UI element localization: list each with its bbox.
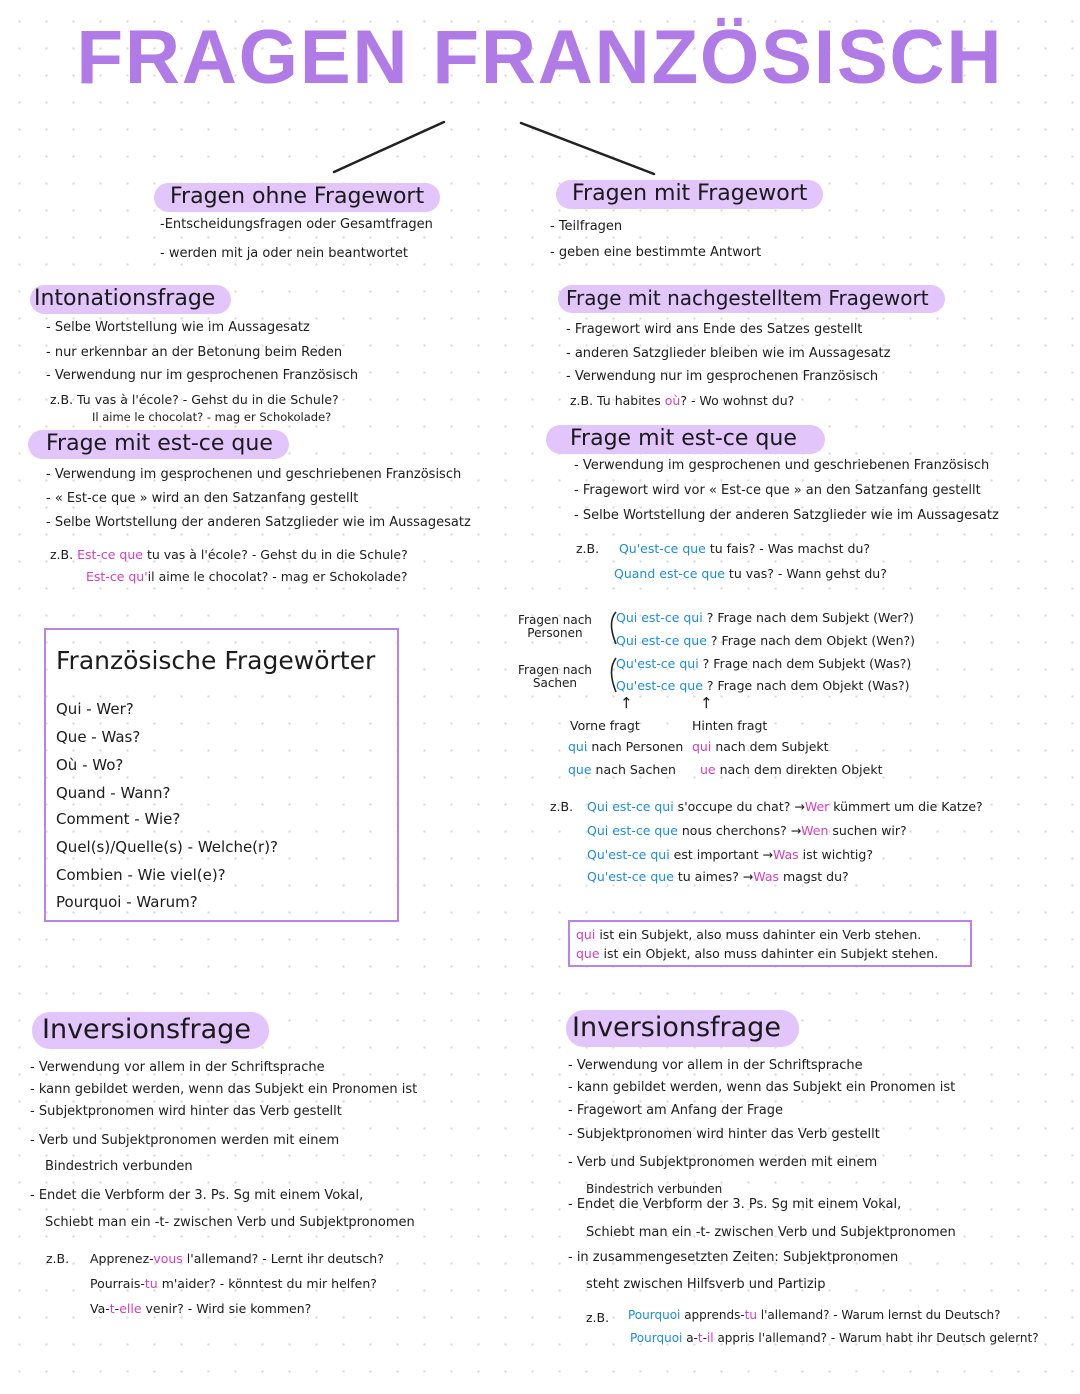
text-line: - Subjektpronomen wird hinter das Verb gestellt	[30, 1104, 342, 1119]
text-line: - Fragewort am Anfang der Frage	[568, 1103, 783, 1118]
text-line: - kann gebildet werden, wenn das Subjekt ein Pronomen ist	[30, 1082, 418, 1097]
example-line: z.B. Est-ce que tu vas à l'école? - Gehst du in die Schule?	[50, 547, 408, 562]
text-line: - Endet die Verbform der 3. Ps. Sg mit einem Vokal,	[30, 1188, 364, 1203]
text-line: Schiebt man ein -t- zwischen Verb und Subjektpronomen	[586, 1225, 956, 1240]
example-line: Pourquoi apprends-tu l'allemand? - Warum lernst du Deutsch?	[628, 1308, 1001, 1322]
fragewort-item: Quand - Wann?	[56, 784, 171, 802]
table-row: Qu'est-ce qui ? Frage nach dem Subjekt (Was?)	[616, 656, 912, 671]
text-line: - Selbe Wortstellung der anderen Satzglieder wie im Aussagesatz	[574, 508, 999, 523]
text-line: - « Est-ce que » wird an den Satzanfang gestellt	[46, 491, 359, 506]
vorne-line: que nach Sachen	[568, 762, 676, 777]
text-line: - Fragewort wird vor « Est-ce que » an den Satzanfang gestellt	[574, 483, 981, 498]
text-line: - in zusammengesetzten Zeiten: Subjektpronomen	[568, 1250, 899, 1265]
example-line: Est-ce qu'il aime le chocolat? - mag er Schokolade?	[86, 569, 408, 584]
example-line: Qui est-ce que nous cherchons? →Wen suchen wir?	[587, 823, 907, 838]
heading-estceque-left: Frage mit est-ce que	[28, 430, 289, 459]
hinten-line: qui nach dem Subjekt	[692, 739, 829, 754]
note-line: que ist ein Objekt, also muss dahinter ein Subjekt stehen.	[576, 946, 939, 962]
example-label: z.B.	[586, 1310, 610, 1325]
hinten-line: ue nach dem direkten Objekt	[700, 762, 883, 777]
example-line: Apprenez-vous l'allemand? - Lernt ihr deutsch?	[90, 1251, 384, 1266]
text-line: -Entscheidungsfragen oder Gesamtfragen	[160, 217, 433, 232]
text-line: - Subjektpronomen wird hinter das Verb gestellt	[568, 1127, 880, 1142]
text-line: - Verb und Subjektpronomen werden mit einem	[568, 1155, 878, 1170]
example-line: Qu'est-ce qui est important →Was ist wichtig?	[587, 847, 873, 862]
text-line: - geben eine bestimmte Antwort	[550, 245, 762, 260]
text-line: - nur erkennbar an der Betonung beim Reden	[46, 345, 343, 360]
heading-inversion-left: Inversionsfrage	[32, 1012, 269, 1049]
heading-ohne-fragewort: Fragen ohne Fragewort	[154, 183, 440, 212]
text-line: - Verwendung im gesprochenen und geschriebenen Französisch	[46, 467, 462, 482]
page-title: FRAGEN FRANZÖSISCH	[76, 15, 1004, 100]
label-sachen: Fragen nach Sachen	[518, 663, 592, 691]
text-line: - Verwendung nur im gesprochenen Französisch	[46, 368, 359, 383]
arrow-up-icon: ↑	[700, 694, 713, 712]
fragewort-item: Combien - Wie viel(e)?	[56, 866, 226, 884]
example-label: z.B.	[46, 1251, 70, 1266]
fragewort-item: Pourquoi - Warum?	[56, 893, 198, 911]
text-line: steht zwischen Hilfsverb und Partizip	[586, 1277, 826, 1292]
example-line: z.B. Tu vas à l'école? - Gehst du in die Schule?	[50, 392, 339, 407]
text-line: - Verwendung vor allem in der Schriftsprache	[568, 1058, 863, 1073]
vorne-fragt: Vorne fragt	[570, 718, 640, 733]
text-line: - kann gebildet werden, wenn das Subjekt ein Pronomen ist	[568, 1080, 956, 1095]
table-row: Qui est-ce qui ? Frage nach dem Subjekt (Wer?)	[616, 610, 915, 625]
example-line: Il aime le chocolat? - mag er Schokolade?	[92, 410, 332, 424]
heading-mit-fragewort: Fragen mit Fragewort	[556, 180, 823, 209]
heading-estceque-right: Frage mit est-ce que	[546, 425, 825, 454]
example-line: Pourrais-tu m'aider? - könntest du mir helfen?	[90, 1276, 377, 1291]
text-line: - Verwendung im gesprochenen und geschriebenen Französisch	[574, 458, 990, 473]
text-line: - Selbe Wortstellung der anderen Satzglieder wie im Aussagesatz	[46, 515, 471, 530]
label-personen: Fragen nach Personen	[518, 613, 592, 641]
table-row: Qu'est-ce que ? Frage nach dem Objekt (Was?)	[616, 678, 910, 693]
text-line: Schiebt man ein -t- zwischen Verb und Subjektpronomen	[45, 1215, 415, 1230]
example-line: Qui est-ce qui s'occupe du chat? →Wer kümmert um die Katze?	[587, 799, 983, 814]
example-line: Quand est-ce que tu vas? - Wann gehst du?	[614, 566, 887, 581]
example-line: Va-t-elle venir? - Wird sie kommen?	[90, 1301, 312, 1316]
arrow-up-icon: ↑	[620, 694, 633, 712]
text-line: - Selbe Wortstellung wie im Aussagesatz	[46, 320, 310, 335]
fragewoerter-box	[44, 628, 399, 922]
example-label: z.B.	[550, 799, 574, 814]
fragewort-item: Quel(s)/Quelle(s) - Welche(r)?	[56, 838, 279, 856]
vorne-line: qui nach Personen	[568, 739, 684, 754]
fragewort-item: Où - Wo?	[56, 756, 124, 774]
text-line: - Endet die Verbform der 3. Ps. Sg mit einem Vokal,	[568, 1197, 902, 1212]
example-line: z.B. Qu'est-ce que tu fais? - Was machst du?	[576, 541, 870, 556]
text-line: - Verwendung nur im gesprochenen Französisch	[566, 369, 879, 384]
example-line: Pourquoi a-t-il appris l'allemand? - Warum habt ihr Deutsch gelernt?	[630, 1331, 1039, 1345]
fragewort-item: Que - Was?	[56, 728, 141, 746]
heading-nachgestellt: Frage mit nachgestelltem Fragewort	[558, 285, 945, 313]
text-line: - Verwendung vor allem in der Schriftsprache	[30, 1060, 325, 1075]
text-line: Bindestrich verbunden	[586, 1182, 723, 1196]
text-line: Bindestrich verbunden	[45, 1159, 193, 1174]
note-line: qui ist ein Subjekt, also muss dahinter ein Verb stehen.	[576, 927, 922, 942]
note-box	[568, 920, 972, 967]
example-line: Qu'est-ce que tu aimes? →Was magst du?	[587, 869, 849, 884]
text-line: - Teilfragen	[550, 219, 623, 234]
fragewoerter-heading: Französische Fragewörter	[56, 646, 376, 675]
heading-intonationsfrage: Intonationsfrage	[30, 285, 231, 314]
text-line: - anderen Satzglieder bleiben wie im Aussagesatz	[566, 346, 891, 361]
branch-lines	[0, 0, 1080, 200]
fragewort-item: Qui - Wer?	[56, 700, 134, 718]
text-line: - werden mit ja oder nein beantwortet	[160, 246, 408, 261]
text-line: - Fragewort wird ans Ende des Satzes gestellt	[566, 322, 863, 337]
text-line: - Verb und Subjektpronomen werden mit einem	[30, 1133, 340, 1148]
example-line: z.B. Tu habites où? - Wo wohnst du?	[570, 393, 795, 408]
table-row: Qui est-ce que ? Frage nach dem Objekt (Wen?)	[616, 633, 915, 648]
fragewort-item: Comment - Wie?	[56, 810, 181, 828]
hinten-fragt: Hinten fragt	[692, 718, 768, 733]
heading-inversion-right: Inversionsfrage	[566, 1010, 799, 1047]
